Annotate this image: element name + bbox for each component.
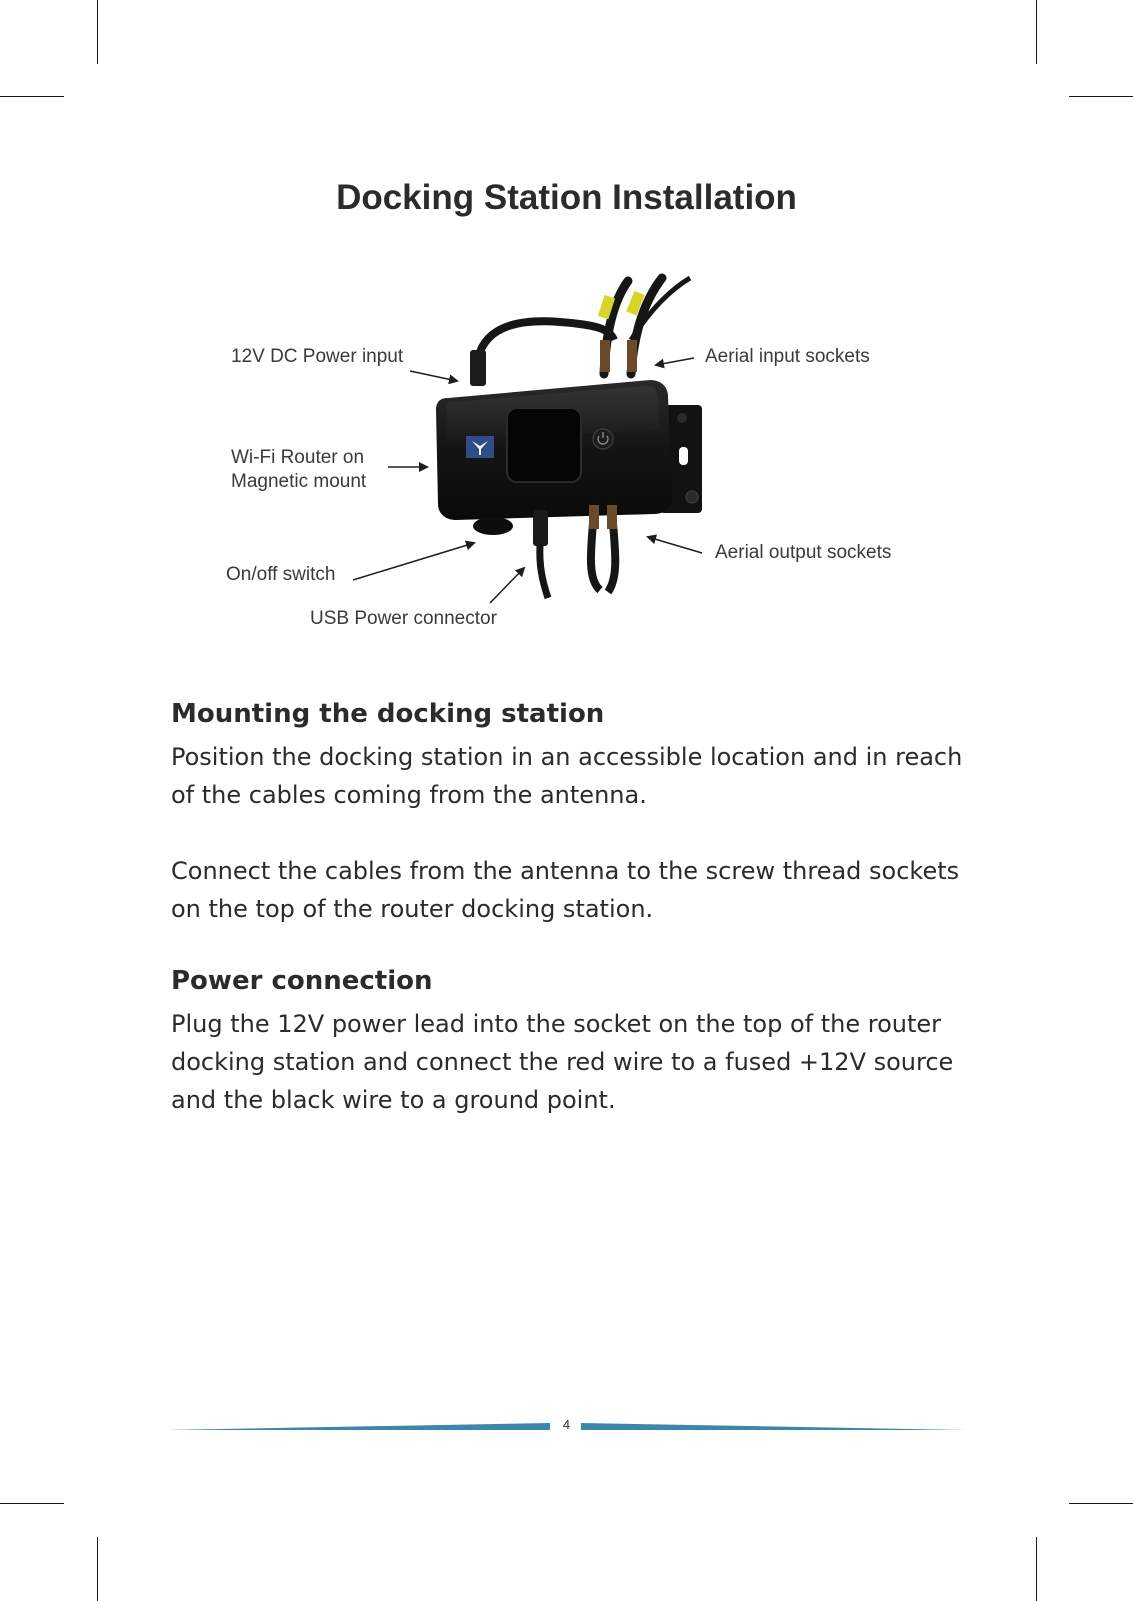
crop-mark-bottom-right-vertical bbox=[1036, 1537, 1037, 1601]
on-off-switch-arrow bbox=[353, 543, 474, 580]
on-off-switch bbox=[473, 517, 513, 535]
page-number: 4 bbox=[562, 1417, 571, 1432]
section-heading-power: Power connection bbox=[171, 966, 433, 996]
power-input-arrow bbox=[410, 371, 457, 381]
paragraph-power-plug: Plug the 12V power lead into the socket on the top of the router docking station and connect the red wire to a fused +12V source and the black wire to a ground point. bbox=[171, 1010, 954, 1114]
paragraph-mounting-connect: Connect the cables from the antenna to the screw thread sockets on the top of the router docking station. bbox=[171, 857, 960, 923]
aerial-output-arrow bbox=[648, 537, 702, 553]
aerial-output-cables bbox=[589, 505, 617, 592]
section-heading-mounting: Mounting the docking station bbox=[171, 699, 605, 729]
antenna-cables bbox=[598, 278, 690, 374]
crop-mark-bottom-left-horizontal bbox=[0, 1503, 64, 1504]
callout-usb-power: USB Power connector bbox=[310, 608, 497, 629]
power-plug bbox=[470, 350, 486, 386]
usb-power-arrow bbox=[490, 568, 524, 603]
callout-aerial-output: Aerial output sockets bbox=[715, 542, 892, 563]
callout-on-off-switch: On/off switch bbox=[226, 564, 336, 585]
paragraph-mounting-position: Position the docking station in an accessible location and in reach of the cables coming from the antenna. bbox=[171, 743, 963, 809]
docking-station-figure bbox=[0, 0, 1133, 680]
docking-station-illustration bbox=[0, 0, 1133, 680]
power-cable bbox=[477, 321, 614, 384]
wifi-router bbox=[507, 408, 581, 482]
callout-power-input: 12V DC Power input bbox=[231, 346, 404, 367]
crop-mark-bottom-left-vertical bbox=[97, 1537, 98, 1601]
callout-wifi-router: Wi-Fi Router on Magnetic mount bbox=[231, 447, 367, 492]
callout-aerial-input: Aerial input sockets bbox=[705, 346, 870, 367]
crop-mark-bottom-right-horizontal bbox=[1069, 1503, 1133, 1504]
page-title: Docking Station Installation bbox=[336, 178, 797, 217]
usb-cable bbox=[533, 510, 548, 598]
aerial-input-arrow bbox=[656, 358, 694, 365]
